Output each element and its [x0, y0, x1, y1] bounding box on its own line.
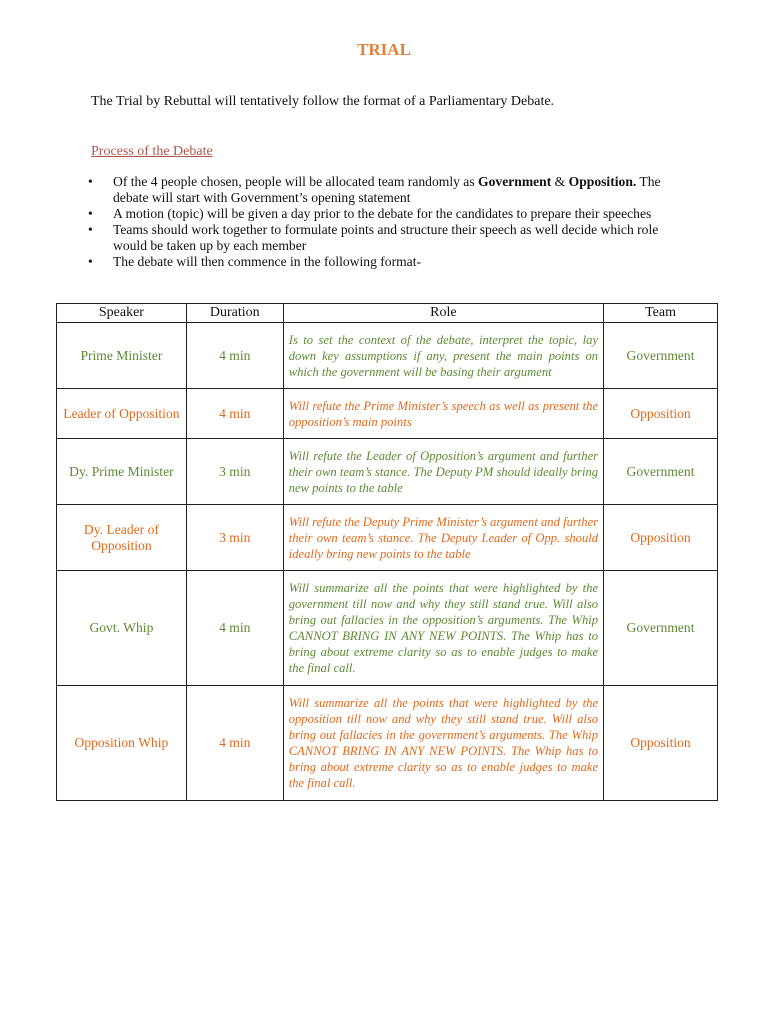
debate-format-table	[56, 303, 718, 801]
speaker-cell: Dy. Leader of Opposition	[57, 505, 187, 571]
header-speaker: Speaker	[57, 304, 187, 323]
bullet-marker: •	[88, 254, 93, 269]
bullet-text: Teams should work together to formulate points and structure their speech as well decide which role would be taken up by each member	[113, 222, 659, 253]
role-cell: Will summarize all the points that were highlighted by the opposition till now and why they still stand true. Will also bring out fallacies in the government’s arguments. The Whip CANNOT BRING IN ANY NEW POINTS. The Whip has to bring about extreme clarity so as to enable judges to make the final call.	[283, 686, 603, 801]
table-row	[57, 389, 718, 439]
speaker-cell: Govt. Whip	[57, 571, 187, 686]
duration-cell: 3 min	[186, 439, 283, 505]
bullet-item-motion	[88, 206, 688, 222]
table-row	[57, 323, 718, 389]
bullet-item-format	[88, 254, 688, 270]
bullet-government-bold: Government	[478, 174, 552, 189]
table-row	[57, 571, 718, 686]
role-cell: Will refute the Deputy Prime Minister’s argument and further their own team’s stance. The Deputy Leader of Opp. should ideally bring new points to the table	[283, 505, 603, 571]
bullet-marker: •	[88, 222, 93, 237]
team-cell: Opposition	[604, 505, 718, 571]
duration-cell: 4 min	[186, 323, 283, 389]
bullet-text: &	[551, 174, 569, 189]
bullet-marker: •	[88, 174, 93, 189]
role-cell: Is to set the context of the debate, interpret the topic, lay down key assumptions if any, present the main points on which the government will be basing their argument	[283, 323, 603, 389]
bullet-text: A motion (topic) will be given a day prior to the debate for the candidates to prepare their speeches	[113, 206, 652, 221]
role-cell: Will refute the Prime Minister’s speech as well as present the opposition’s main points	[283, 389, 603, 439]
duration-cell: 4 min	[186, 686, 283, 801]
team-cell: Government	[604, 571, 718, 686]
bullet-opposition-bold: Opposition.	[568, 174, 637, 189]
header-duration: Duration	[186, 304, 283, 323]
header-role: Role	[283, 304, 603, 323]
role-cell: Will summarize all the points that were highlighted by the government till now and why they still stand true. Will also bring out fallacies in the opposition’s arguments. The Whip CANNOT BRING IN ANY NEW POINTS. The Whip has to bring about extreme clarity so as to enable judges to make the final call.	[283, 571, 603, 686]
speaker-cell: Dy. Prime Minister	[57, 439, 187, 505]
bullet-item-teams	[88, 222, 688, 254]
table-row	[57, 686, 718, 801]
team-cell: Opposition	[604, 389, 718, 439]
speaker-cell: Leader of Opposition	[57, 389, 187, 439]
process-bullet-list	[88, 174, 688, 270]
speaker-cell: Opposition Whip	[57, 686, 187, 801]
duration-cell: 4 min	[186, 571, 283, 686]
team-cell: Government	[604, 323, 718, 389]
duration-cell: 4 min	[186, 389, 283, 439]
bullet-text: The debate will start with Government’s opening statement	[113, 174, 661, 205]
team-cell: Government	[604, 439, 718, 505]
speaker-cell: Prime Minister	[57, 323, 187, 389]
bullet-item-allocation	[88, 174, 688, 206]
table-row	[57, 505, 718, 571]
bullet-text: Of the 4 people chosen, people will be allocated team randomly as	[113, 174, 479, 189]
role-cell: Will refute the Leader of Opposition’s argument and further their own team’s stance. The Deputy PM should ideally bring new points to the table	[283, 439, 603, 505]
table-row	[57, 439, 718, 505]
bullet-text: The debate will then commence in the following format-	[113, 254, 422, 269]
document-title: TRIAL	[357, 40, 411, 59]
header-team: Team	[604, 304, 718, 323]
team-cell: Opposition	[604, 686, 718, 801]
table-header-row	[57, 304, 718, 323]
bullet-marker: •	[88, 206, 93, 221]
section-heading: Process of the Debate	[91, 144, 213, 159]
intro-paragraph: The Trial by Rebuttal will tentatively follow the format of a Parliamentary Debate.	[91, 94, 555, 109]
duration-cell: 3 min	[186, 505, 283, 571]
